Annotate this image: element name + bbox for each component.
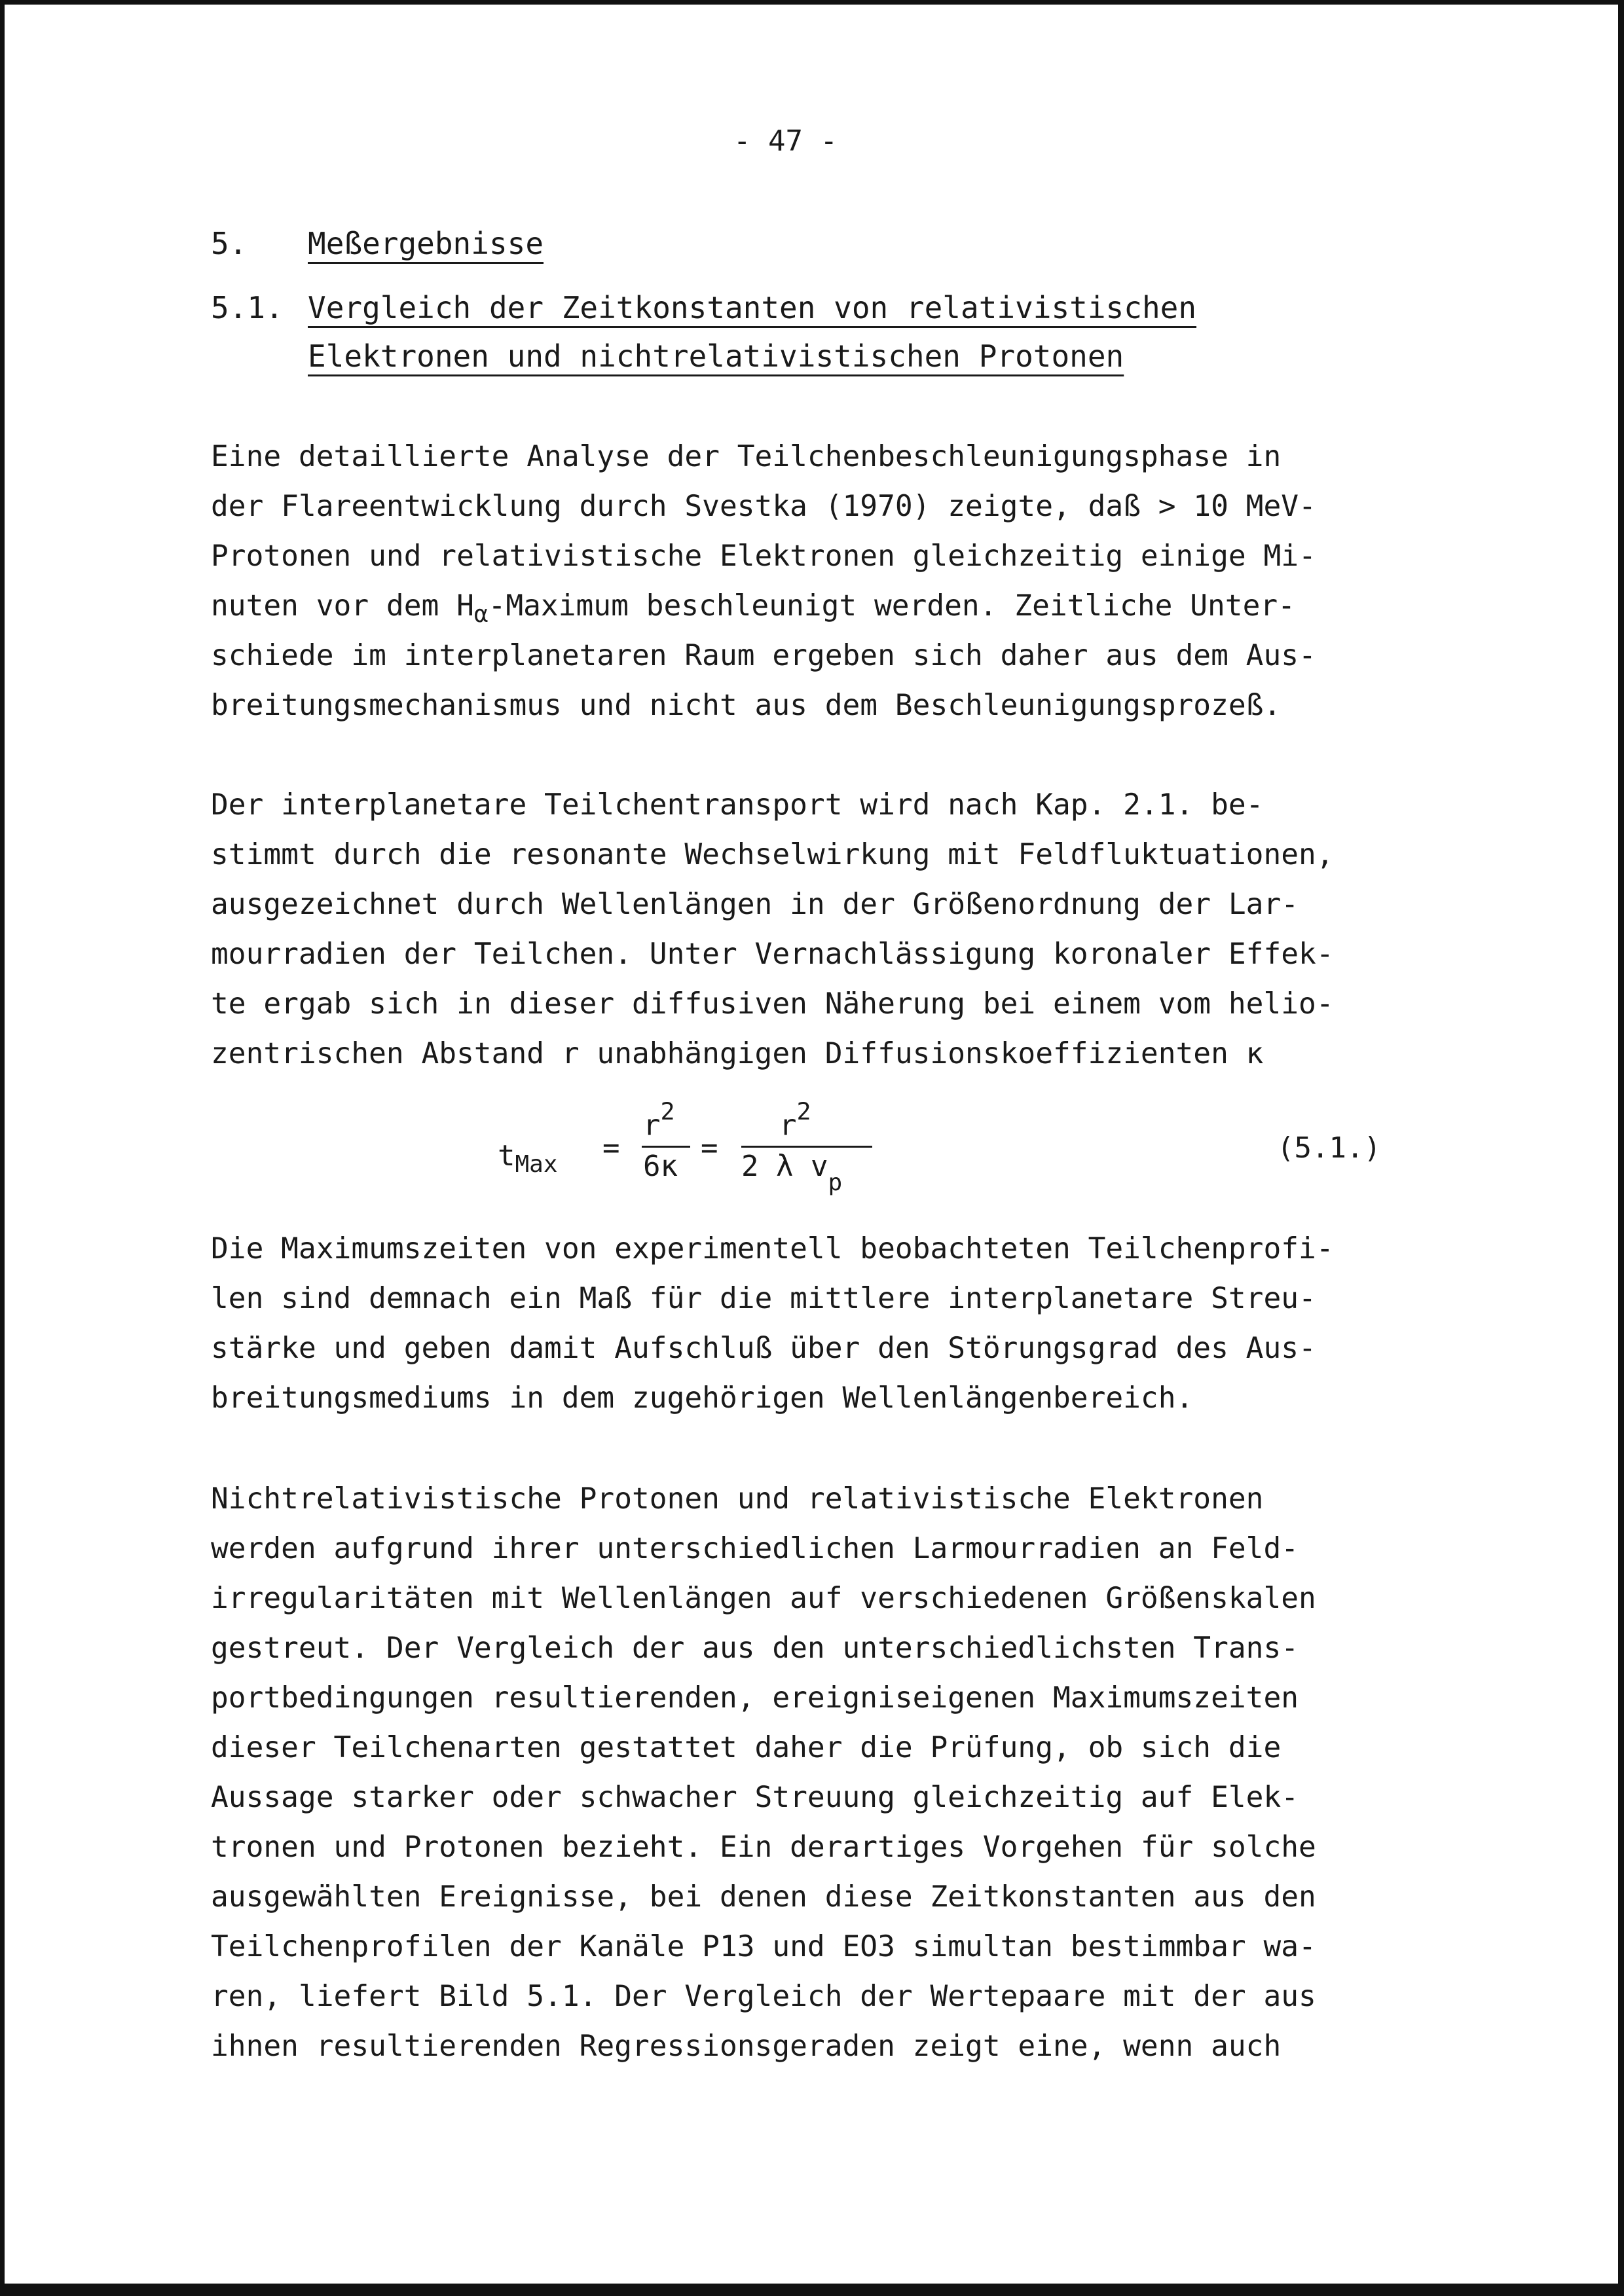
paragraph-2 [211,780,1494,1079]
text-line: der Flareentwicklung durch Svestka (1970) zeigte, daß > 10 MeV- [211,490,1316,523]
paragraph-1 [211,432,1494,731]
text-line: tronen und Protonen bezieht. Ein derartiges Vorgehen für solche [211,1831,1316,1864]
section-heading [211,226,997,265]
formula-superscript: 2 [796,1097,811,1125]
equation-5-1 [498,1093,1401,1205]
formula-denominator-1: 6κ [643,1150,678,1183]
text-line: zentrischen Abstand r unabhängigen Diffusionskoeffizienten κ [211,1037,1264,1070]
formula-den2-subscript: p [828,1169,843,1196]
section-title: Meßergebnisse [308,226,544,261]
text-line: ihnen resultierenden Regressionsgeraden zeigt eine, wenn auch [211,2030,1282,2063]
subscript-alpha: α [473,600,489,628]
text-line: Protonen und relativistische Elektronen gleichzeitig einige Mi- [211,539,1316,573]
formula-superscript: 2 [660,1097,675,1125]
text-line: Eine detaillierte Analyse der Teilchenbeschleunigungsphase in [211,440,1282,473]
formula-lhs-subscript: Max [515,1150,558,1178]
text-line: werden aufgrund ihrer unterschiedlichen Larmourradien an Feld- [211,1532,1299,1565]
fraction-bar-2 [741,1146,872,1148]
text-line: stärke und geben damit Aufschluß über den Störungsgrad des Aus- [211,1332,1316,1365]
formula-denominator-2 [741,1150,843,1196]
formula-numerator-1 [643,1097,675,1142]
formula-equals-1: = [602,1131,620,1165]
text-fragment: nuten vor dem H [211,589,474,623]
scan-border-top [0,0,1624,5]
text-line: Der interplanetare Teilchentransport wird nach Kap. 2.1. be- [211,788,1264,822]
scan-border-bottom [0,2284,1624,2296]
equation-number: (5.1.) [1277,1131,1381,1165]
paragraph-4 [211,1474,1494,2071]
subsection-heading [211,290,1324,382]
text-line: gestreut. Der Vergleich der aus den unterschiedlichsten Trans- [211,1631,1299,1665]
scan-border-right [1618,0,1624,2296]
text-fragment: -Maximum beschleunigt werden. Zeitliche Unter- [488,589,1295,623]
page-number: - 47 - [733,124,838,158]
text-line: dieser Teilchenarten gestattet daher die Prüfung, ob sich die [211,1731,1282,1764]
text-line: breitungsmediums in dem zugehörigen Wellenlängenbereich. [211,1381,1194,1415]
text-line: Die Maximumszeiten von experimentell beobachteten Teilchenprofi- [211,1232,1334,1266]
text-line: portbedingungen resultierenden, ereigniseigenen Maximumszeiten [211,1681,1299,1715]
text-line: te ergab sich in dieser diffusiven Näherung bei einem vom helio- [211,987,1334,1021]
text-line: stimmt durch die resonante Wechselwirkung mit Feldfluktuationen, [211,838,1334,871]
subsection-title-line2: Elektronen und nichtrelativistischen Protonen [308,338,1124,374]
formula-equals-2: = [701,1131,718,1165]
text-line: Nichtrelativistische Protonen und relativistische Elektronen [211,1482,1264,1516]
text-line-h-alpha [211,581,1494,631]
text-line: schiede im interplanetaren Raum ergeben sich daher aus dem Aus- [211,639,1316,672]
formula-lhs [498,1139,558,1178]
text-line: Aussage starker oder schwacher Streuung gleichzeitig auf Elek- [211,1781,1299,1814]
subsection-number: 5.1. [211,290,284,325]
text-line: irregularitäten mit Wellenlängen auf verschiedenen Größenskalen [211,1582,1316,1615]
fraction-bar-1 [642,1146,690,1148]
formula-den2-text: 2 λ v [741,1150,828,1183]
text-line: breitungsmechanismus und nicht aus dem Beschleunigungsprozeß. [211,689,1282,722]
formula-r: r [643,1108,661,1142]
text-line: ausgezeichnet durch Wellenlängen in der Größenordnung der Lar- [211,888,1299,921]
paragraph-3 [211,1224,1494,1423]
text-line: Teilchenprofilen der Kanäle P13 und EO3 simultan bestimmbar wa- [211,1930,1316,1963]
formula-t: t [498,1139,515,1173]
scan-border-left [0,0,5,2296]
text-line: mourradien der Teilchen. Unter Vernachlässigung koronaler Effek- [211,938,1334,971]
text-line: ren, liefert Bild 5.1. Der Vergleich der Wertepaare mit der aus [211,1980,1316,2013]
text-line: ausgewählten Ereignisse, bei denen diese Zeitkonstanten aus den [211,1880,1316,1914]
subsection-title-line1: Vergleich der Zeitkonstanten von relativistischen [308,290,1197,325]
formula-numerator-2 [779,1097,811,1142]
section-number: 5. [211,226,248,261]
formula-r: r [779,1108,797,1142]
text-line: len sind demnach ein Maß für die mittlere interplanetare Streu- [211,1282,1316,1315]
